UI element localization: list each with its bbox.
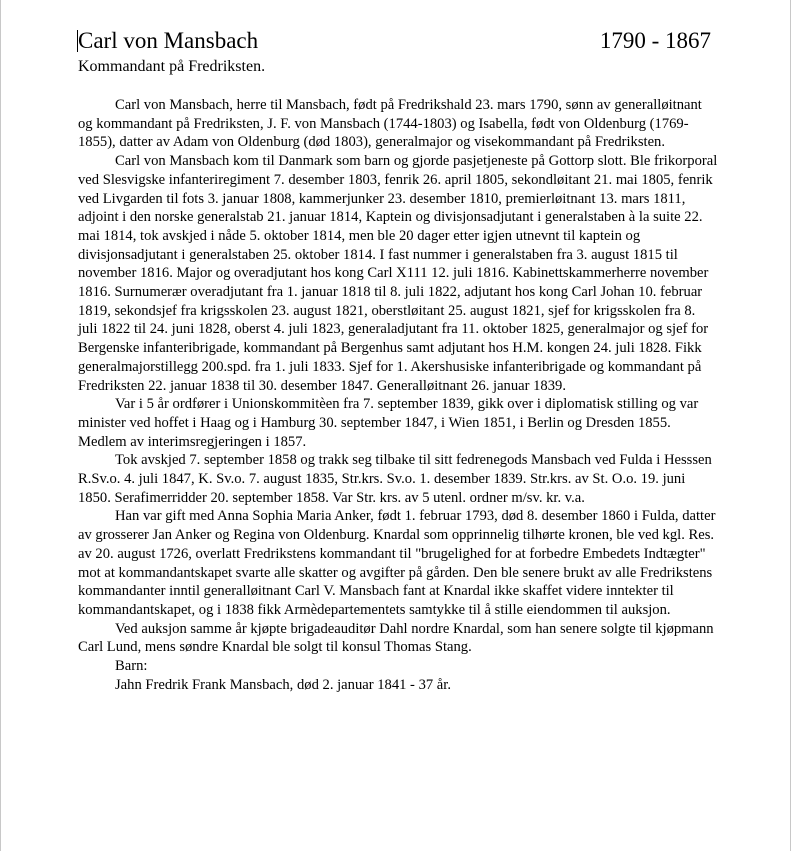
life-years[interactable]: 1790 - 1867 [599, 28, 711, 53]
person-name[interactable]: Carl von Mansbach [78, 28, 259, 53]
paragraph-diplomacy[interactable]: Var i 5 år ordfører i Unionskommitèen fra 7. september 1839, gikk over i diplomatisk stilling og var minister ved hoffet i Haag og i Hamburg 30. september 1847, i Wien 1851, i Berlin og Dresden 1855. Medlem av interimsregjeringen i 1857. [78, 396, 699, 450]
children-heading[interactable]: Barn: [115, 658, 148, 675]
paragraph-birth[interactable]: Carl von Mansbach, herre til Mansbach, født på Fredrikshald 23. mars 1790, sønn av generalløitnant og kommandant på Fredriksten, J. F. von Mansbach (1744-1803) og Isabella, født von Oldenburg (1769-1855), datter av Adam von Oldenburg (død 1803), generalmajor og visekommandant på Fredriksten. [78, 97, 702, 151]
paragraph-retirement[interactable]: Tok avskjed 7. september 1858 og trakk seg tilbake til sitt fedrenegods Mansbach ved Fulda i Hesssen R.Sv.o. 4. juli 1847, K. Sv.o. 7. august 1835, Str.krs. Sv.o. 1. desember 1839. Str.krs. av St. O.o. 19. juni 1850. Serafimerridder 20. september 1858. Var Str. krs. av 5 utenl. ordner m/sv. kr. v.a. [78, 452, 712, 506]
children-entry[interactable]: Jahn Fredrik Frank Mansbach, død 2. januar 1841 - 37 år. [115, 676, 451, 693]
person-title[interactable]: Kommandant på Fredriksten. [78, 58, 266, 75]
paragraph-marriage[interactable]: Han var gift med Anna Sophia Maria Anker, født 1. februar 1793, død 8. desember 1860 i Fulda, datter av grosserer Jan Anker og Regina von Oldenburg. Knardal som opprinnelig tilhørte kronen, ble ved kgl. Res. av 20. august 1726, overlatt Fredrikstens kommandant til "brugelighed for at forbedre Embedets Indtægter" mot at kommandantskapet svarte alle skatter og avgifter på gården. Den ble senere brukt av alle Fredrikstens kommandanter inntil generalløitnant Carl V. Mansbach fant at Knardal ikke skaffet videre inntekter til kommandantskapet, og i 1838 fikk Armèdepartementets samtykke til å stille eiendommen til auksjon. [78, 508, 716, 618]
paragraph-auction[interactable]: Ved auksjon samme år kjøpte brigadeauditør Dahl nordre Knardal, som han senere solgte til kjøpmann Carl Lund, mens søndre Knardal ble solgt til konsul Thomas Stang. [78, 620, 714, 656]
paragraph-career[interactable]: Carl von Mansbach kom til Danmark som barn og gjorde pasjetjeneste på Gottorp slott. Ble frikorporal ved Slesvigske infanteriregiment 7. desember 1803, fenrik 26. april 1805, sekondløitant 21. mai 1805, fenrik ved Livgarden til fots 3. januar 1808, kammerjunker 23. desember 1810, premierløitnant 13. mars 1811, adjoint i den norske generalstab 21. januar 1814, Kaptein og divisjonsadjutant i generalstaben à la suite 22. mai 1814, tok avskjed i nåde 5. oktober 1814, men ble 20 dager etter igjen utnevnt til kaptein og divisjonsadjutant i generalstaben 25. oktober 1814. I fast nummer i generalstaben fra 3. august 1815 til november 1816. Major og overadjutant hos kong Carl X111 12. juli 1816. Kabinettskammerherre november 1816. Surnumerær overadjutant fra 1. januar 1818 til 8. juli 1822, adjutant hos kong Carl Johan 10. februar 1819, sekondsjef fra krigsskolen 23. august 1821, oberstløitant 25. august 1821, sjef for krigsskolen fra 8. juli 1822 til 24. juni 1828, oberst 4. juli 1823, generaladjutant fra 11. oktober 1825, generalmajor og sjef for Bergenske infanteribrigade, kommandant på Bergenhus samt adjutant hos H.M. kongen 24. juli 1828. Fikk generalmajorstillegg 200.spd. fra 1. juli 1833. Sjef for 1. Akershusiske infanteribrigade og kommandant på Fredriksten 22. januar 1838 til 30. desember 1847. Generalløitnant 26. januar 1839. [78, 153, 718, 394]
document-body [78, 96, 718, 695]
